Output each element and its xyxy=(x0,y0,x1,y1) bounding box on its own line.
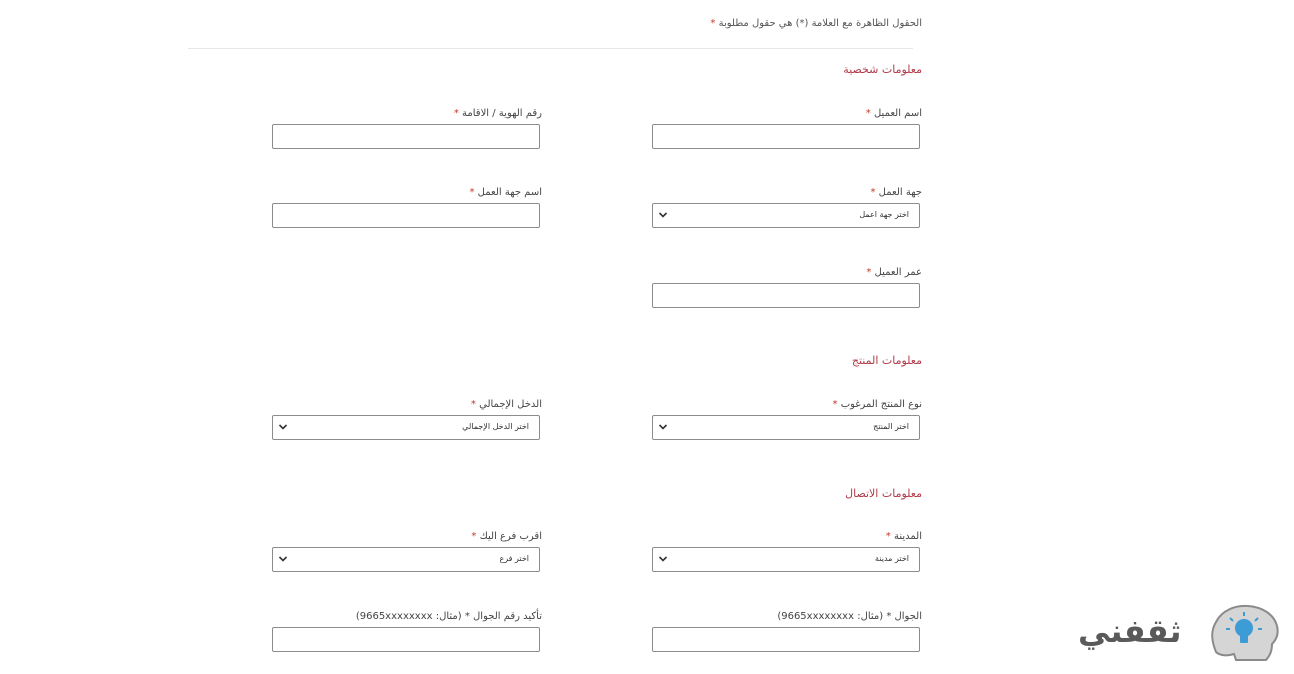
mobile-confirm-input[interactable] xyxy=(273,629,539,652)
employer-name-label: اسم جهة العمل * xyxy=(469,187,542,198)
customer-age-field[interactable] xyxy=(652,283,920,308)
customer-name-input[interactable] xyxy=(653,126,919,149)
city-select[interactable] xyxy=(652,547,920,572)
nearest-branch-label: اقرب فرع اليك * xyxy=(471,531,542,542)
chevron-down-icon xyxy=(658,422,668,432)
required-asterisk: * xyxy=(710,18,716,29)
employer-type-selected: اختر جهة اعمل xyxy=(859,210,909,219)
product-type-label: نوع المنتج المرغوب * xyxy=(832,399,922,410)
customer-name-field[interactable] xyxy=(652,124,920,149)
nearest-branch-selected: اختر فرع xyxy=(499,554,529,563)
required-fields-notice xyxy=(710,18,922,29)
product-type-selected: اختر المنتج xyxy=(873,422,909,431)
lightbulb-head-icon xyxy=(1206,602,1282,664)
total-income-selected: اختر الدخل الإجمالي xyxy=(462,422,529,431)
id-number-label: رقم الهوية / الاقامة * xyxy=(453,108,542,119)
logo-text: ثقفني xyxy=(1078,612,1182,650)
mobile-confirm-label: تأكيد رقم الجوال * (مثال: 9665xxxxxxxx) xyxy=(355,611,542,622)
employer-name-input[interactable] xyxy=(273,205,539,228)
id-number-input[interactable] xyxy=(273,126,539,149)
customer-age-label: عمر العميل * xyxy=(866,267,922,278)
id-number-field[interactable] xyxy=(272,124,540,149)
total-income-label: الدخل الإجمالي * xyxy=(470,399,542,410)
customer-age-input[interactable] xyxy=(653,285,919,308)
city-selected: اختر مدينة xyxy=(875,554,909,563)
total-income-select[interactable] xyxy=(272,415,540,440)
chevron-down-icon xyxy=(658,554,668,564)
employer-name-field[interactable] xyxy=(272,203,540,228)
notice-text: الحقول الظاهرة مع العلامة (*) هي حقول مطلوبة xyxy=(718,18,922,29)
employer-type-label: جهة العمل * xyxy=(870,187,922,198)
mobile-label: الجوال * (مثال: 9665xxxxxxxx) xyxy=(777,611,922,622)
chevron-down-icon xyxy=(278,554,288,564)
divider xyxy=(188,48,913,49)
product-type-select[interactable] xyxy=(652,415,920,440)
section-title-personal: معلومات شخصية xyxy=(843,63,922,76)
city-label: المدينة * xyxy=(885,531,922,542)
nearest-branch-select[interactable] xyxy=(272,547,540,572)
section-title-contact: معلومات الاتصال xyxy=(845,487,922,500)
chevron-down-icon xyxy=(278,422,288,432)
section-title-product: معلومات المنتج xyxy=(851,354,922,367)
customer-name-label: اسم العميل * xyxy=(865,108,922,119)
chevron-down-icon xyxy=(658,210,668,220)
mobile-confirm-field[interactable] xyxy=(272,627,540,652)
mobile-input[interactable] xyxy=(653,629,919,652)
site-logo xyxy=(1078,600,1283,666)
employer-type-select[interactable] xyxy=(652,203,920,228)
mobile-field[interactable] xyxy=(652,627,920,652)
